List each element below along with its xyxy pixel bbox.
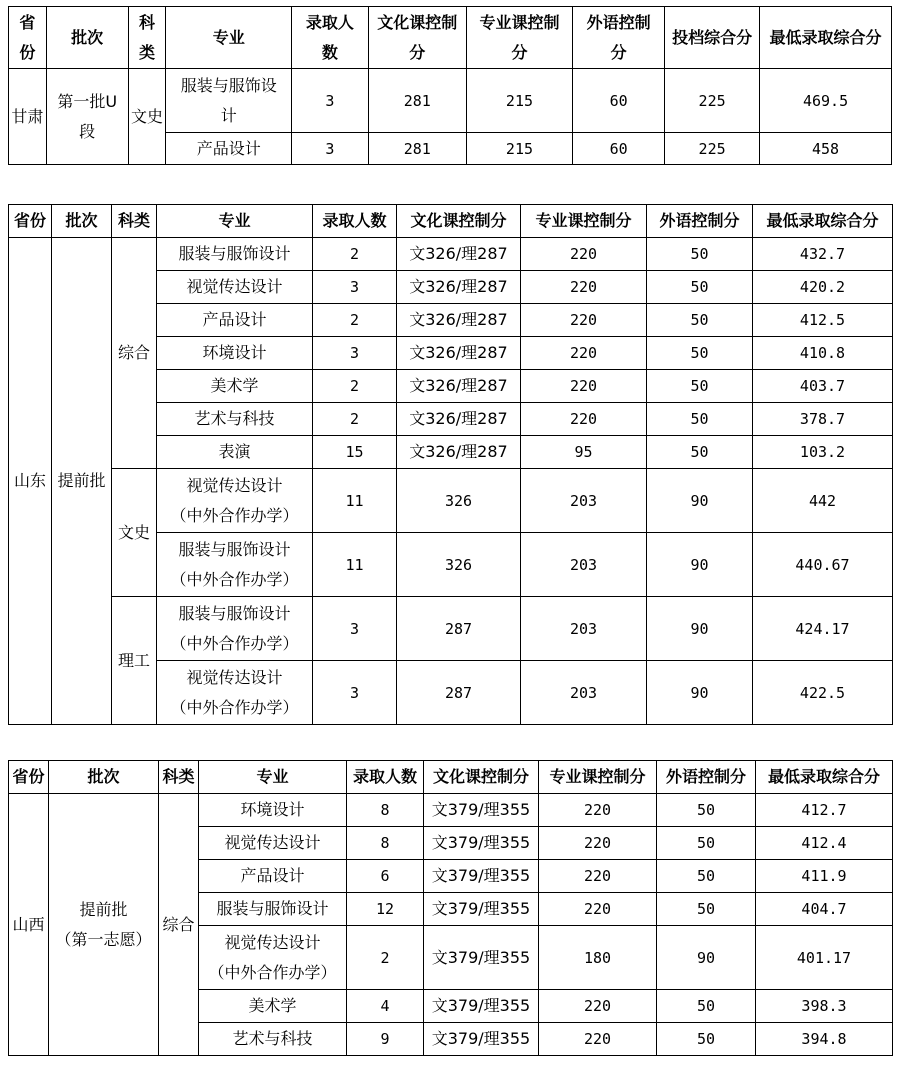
header-subject: 科类: [112, 205, 157, 238]
min-cell: 394.8: [756, 1023, 893, 1056]
header-file-score: 投档综合分: [665, 7, 760, 69]
major-cell: 美术学: [199, 990, 347, 1023]
lang-cell: 60: [573, 69, 665, 133]
file-cell: 225: [665, 69, 760, 133]
lang-cell: 50: [657, 860, 756, 893]
major-cell: 服装与服饰设 计: [166, 69, 292, 133]
min-cell: 410.8: [753, 337, 893, 370]
culture-cell: 281: [368, 133, 466, 165]
count-cell: 2: [313, 304, 397, 337]
major-cell: 环境设计: [157, 337, 313, 370]
min-cell: 458: [760, 133, 892, 165]
count-cell: 3: [313, 337, 397, 370]
header-batch: 批次: [46, 7, 128, 69]
culture-cell: 文326/理287: [397, 403, 521, 436]
lang-cell: 50: [647, 271, 753, 304]
major-cell: 产品设计: [199, 860, 347, 893]
count-cell: 2: [313, 238, 397, 271]
subject-cell: 理工: [112, 597, 157, 725]
major-cell: 视觉传达设计 （中外合作办学）: [199, 926, 347, 990]
culture-cell: 287: [397, 661, 521, 725]
shanxi-admission-table: [8, 760, 893, 1056]
culture-cell: 文379/理355: [424, 893, 539, 926]
lang-cell: 90: [647, 533, 753, 597]
min-cell: 469.5: [760, 69, 892, 133]
culture-cell: 文326/理287: [397, 238, 521, 271]
lang-cell: 50: [647, 304, 753, 337]
table-header-row: [9, 761, 893, 794]
batch-cell: 第一批U 段: [46, 69, 128, 165]
major-cell: 视觉传达设计 （中外合作办学）: [157, 469, 313, 533]
count-cell: 2: [313, 370, 397, 403]
min-cell: 378.7: [753, 403, 893, 436]
province-cell: 山西: [9, 794, 49, 1056]
major-cell: 艺术与科技: [157, 403, 313, 436]
culture-cell: 文326/理287: [397, 337, 521, 370]
count-cell: 9: [347, 1023, 424, 1056]
count-cell: 4: [347, 990, 424, 1023]
lang-cell: 60: [573, 133, 665, 165]
min-cell: 432.7: [753, 238, 893, 271]
header-min-score: 最低录取综合分: [760, 7, 892, 69]
header-province: 省份: [9, 205, 52, 238]
min-cell: 424.17: [753, 597, 893, 661]
prof-cell: 220: [539, 990, 657, 1023]
header-culture-score: 文化课控制 分: [368, 7, 466, 69]
prof-cell: 220: [539, 860, 657, 893]
count-cell: 3: [313, 661, 397, 725]
count-cell: 2: [347, 926, 424, 990]
subject-cell: 综合: [159, 794, 199, 1056]
major-cell: 产品设计: [157, 304, 313, 337]
min-cell: 404.7: [756, 893, 893, 926]
prof-cell: 215: [466, 133, 572, 165]
count-cell: 11: [313, 533, 397, 597]
header-province: 省份: [9, 761, 49, 794]
lang-cell: 50: [647, 238, 753, 271]
prof-cell: 220: [539, 827, 657, 860]
header-lang-score: 外语控制分: [647, 205, 753, 238]
major-cell: 美术学: [157, 370, 313, 403]
culture-cell: 文326/理287: [397, 370, 521, 403]
culture-cell: 文379/理355: [424, 926, 539, 990]
major-cell: 视觉传达设计 （中外合作办学）: [157, 661, 313, 725]
culture-cell: 281: [368, 69, 466, 133]
gansu-admission-table: [8, 6, 892, 165]
count-cell: 2: [313, 403, 397, 436]
prof-cell: 220: [521, 370, 647, 403]
lang-cell: 90: [647, 469, 753, 533]
count-cell: 8: [347, 827, 424, 860]
lang-cell: 50: [647, 370, 753, 403]
header-count: 录取人 数: [292, 7, 369, 69]
lang-cell: 50: [657, 990, 756, 1023]
lang-cell: 50: [657, 893, 756, 926]
prof-cell: 220: [539, 893, 657, 926]
major-cell: 服装与服饰设计 （中外合作办学）: [157, 597, 313, 661]
major-cell: 环境设计: [199, 794, 347, 827]
table-header-row: [9, 7, 892, 69]
culture-cell: 文326/理287: [397, 271, 521, 304]
culture-cell: 326: [397, 469, 521, 533]
lang-cell: 90: [657, 926, 756, 990]
header-culture-score: 文化课控制分: [397, 205, 521, 238]
header-major: 专业: [199, 761, 347, 794]
culture-cell: 文379/理355: [424, 1023, 539, 1056]
prof-cell: 203: [521, 661, 647, 725]
prof-cell: 220: [521, 271, 647, 304]
min-cell: 403.7: [753, 370, 893, 403]
prof-cell: 220: [521, 403, 647, 436]
major-cell: 服装与服饰设计: [157, 238, 313, 271]
prof-cell: 220: [521, 304, 647, 337]
count-cell: 8: [347, 794, 424, 827]
header-prof-score: 专业课控制分: [521, 205, 647, 238]
subject-cell: 文史: [128, 69, 166, 165]
header-min-score: 最低录取综合分: [753, 205, 893, 238]
header-min-score: 最低录取综合分: [756, 761, 893, 794]
major-cell: 视觉传达设计: [199, 827, 347, 860]
major-cell: 视觉传达设计: [157, 271, 313, 304]
culture-cell: 文326/理287: [397, 436, 521, 469]
prof-cell: 203: [521, 597, 647, 661]
min-cell: 422.5: [753, 661, 893, 725]
major-cell: 艺术与科技: [199, 1023, 347, 1056]
count-cell: 3: [313, 597, 397, 661]
major-cell: 表演: [157, 436, 313, 469]
province-cell: 山东: [9, 238, 52, 725]
count-cell: 15: [313, 436, 397, 469]
min-cell: 412.7: [756, 794, 893, 827]
header-lang-score: 外语控制分: [657, 761, 756, 794]
header-batch: 批次: [49, 761, 159, 794]
culture-cell: 文379/理355: [424, 860, 539, 893]
min-cell: 398.3: [756, 990, 893, 1023]
lang-cell: 50: [657, 794, 756, 827]
count-cell: 6: [347, 860, 424, 893]
lang-cell: 50: [647, 436, 753, 469]
min-cell: 412.5: [753, 304, 893, 337]
culture-cell: 287: [397, 597, 521, 661]
header-subject: 科类: [159, 761, 199, 794]
min-cell: 412.4: [756, 827, 893, 860]
header-count: 录取人数: [347, 761, 424, 794]
prof-cell: 220: [521, 238, 647, 271]
culture-cell: 文379/理355: [424, 827, 539, 860]
table-row: [9, 69, 892, 133]
lang-cell: 90: [647, 597, 753, 661]
header-culture-score: 文化课控制分: [424, 761, 539, 794]
major-cell: 服装与服饰设计 （中外合作办学）: [157, 533, 313, 597]
header-prof-score: 专业课控制分: [539, 761, 657, 794]
min-cell: 442: [753, 469, 893, 533]
lang-cell: 50: [647, 337, 753, 370]
table-row: [9, 469, 893, 533]
major-cell: 产品设计: [166, 133, 292, 165]
min-cell: 103.2: [753, 436, 893, 469]
prof-cell: 203: [521, 533, 647, 597]
subject-cell: 文史: [112, 469, 157, 597]
header-province: 省 份: [9, 7, 47, 69]
count-cell: 3: [292, 133, 369, 165]
count-cell: 3: [313, 271, 397, 304]
table-row: [9, 238, 893, 271]
table-row: [9, 597, 893, 661]
shandong-admission-table: [8, 204, 893, 725]
count-cell: 3: [292, 69, 369, 133]
prof-cell: 220: [521, 337, 647, 370]
min-cell: 401.17: [756, 926, 893, 990]
subject-cell: 综合: [112, 238, 157, 469]
min-cell: 411.9: [756, 860, 893, 893]
header-major: 专业: [166, 7, 292, 69]
province-cell: 甘肃: [9, 69, 47, 165]
culture-cell: 文326/理287: [397, 304, 521, 337]
header-lang-score: 外语控制 分: [573, 7, 665, 69]
lang-cell: 50: [647, 403, 753, 436]
count-cell: 12: [347, 893, 424, 926]
lang-cell: 50: [657, 827, 756, 860]
header-batch: 批次: [52, 205, 112, 238]
min-cell: 420.2: [753, 271, 893, 304]
file-cell: 225: [665, 133, 760, 165]
prof-cell: 215: [466, 69, 572, 133]
table-header-row: [9, 205, 893, 238]
culture-cell: 文379/理355: [424, 794, 539, 827]
prof-cell: 220: [539, 1023, 657, 1056]
culture-cell: 326: [397, 533, 521, 597]
prof-cell: 95: [521, 436, 647, 469]
count-cell: 11: [313, 469, 397, 533]
prof-cell: 180: [539, 926, 657, 990]
min-cell: 440.67: [753, 533, 893, 597]
header-major: 专业: [157, 205, 313, 238]
prof-cell: 220: [539, 794, 657, 827]
table-row: [9, 794, 893, 827]
header-prof-score: 专业课控制 分: [466, 7, 572, 69]
lang-cell: 50: [657, 1023, 756, 1056]
header-count: 录取人数: [313, 205, 397, 238]
batch-cell: 提前批: [52, 238, 112, 725]
culture-cell: 文379/理355: [424, 990, 539, 1023]
prof-cell: 203: [521, 469, 647, 533]
header-subject: 科 类: [128, 7, 166, 69]
major-cell: 服装与服饰设计: [199, 893, 347, 926]
batch-cell: 提前批 （第一志愿）: [49, 794, 159, 1056]
lang-cell: 90: [647, 661, 753, 725]
